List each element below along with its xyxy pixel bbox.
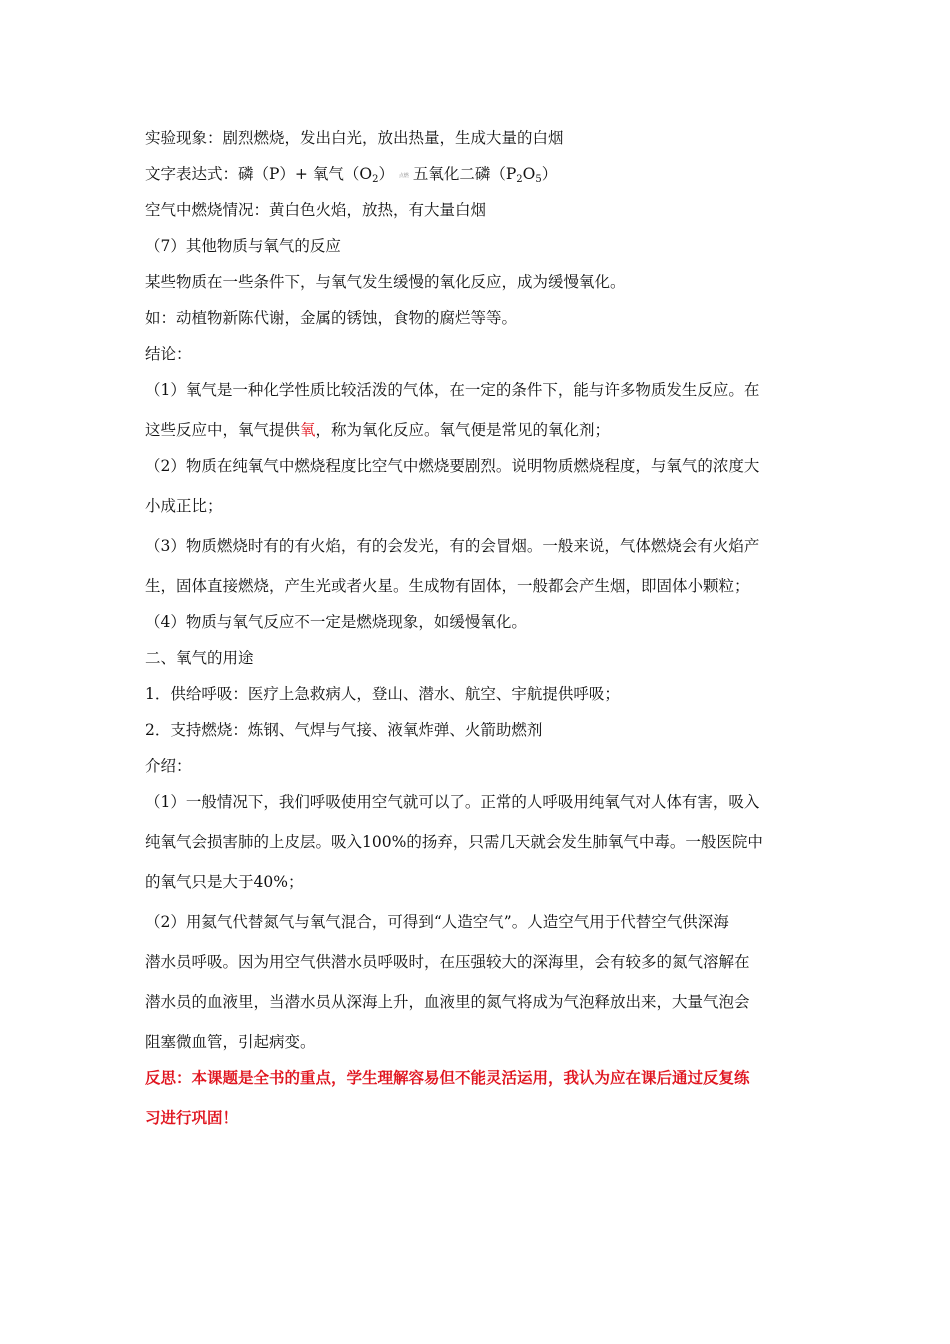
- text-line-use-breathing: 1．供给呼吸：医疗上急救病人，登山、潜水、航空、宇航提供呼吸；: [145, 685, 620, 703]
- text-line-word-equation: [145, 164, 557, 190]
- text-line-intro-1b: 纯氧气会损害肺的上皮层。吸入100%的扬弃，只需几天就会发生肺氧气中毒。一般医院中: [145, 833, 763, 851]
- text-line-intro-1c: 的氧气只是大于40%；: [145, 873, 304, 891]
- text-line-use-combustion: 2．支持燃烧：炼钢、气焊与气接、液氧炸弹、火箭助燃剂: [145, 721, 543, 739]
- equation-paren-close: ）: [378, 165, 394, 183]
- text-segment: ，称为氧化反应。氧气便是常见的氧化剂；: [315, 421, 611, 439]
- text-line-intro-2b: 潜水员呼吸。因为用空气供潜水员呼吸时，在压强较大的深海里，会有较多的氮气溶解在: [145, 953, 750, 971]
- text-line-examples: 如：动植物新陈代谢，金属的锈蚀，食物的腐烂等等。: [145, 309, 518, 327]
- subscript-p2: 2: [516, 174, 523, 185]
- text-line-intro-2d: 阻塞微血管，引起病变。: [145, 1033, 316, 1051]
- reaction-condition-label: 点燃: [398, 173, 409, 179]
- text-line-intro-2a: （2）用氦气代替氮气与氧气混合，可得到“人造空气”。人造空气用于代替空气供深海: [145, 913, 729, 931]
- text-line-intro-heading: 介绍：: [145, 757, 192, 775]
- text-segment: 这些反应中，氧气提供: [145, 421, 301, 439]
- equation-part-product: 五氧化二磷（P: [412, 165, 517, 183]
- text-line-conclusion-2a: （2）物质在纯氧气中燃烧程度比空气中燃烧要剧烈。说明物质燃烧程度，与氧气的浓度大: [145, 457, 760, 475]
- equation-paren-close-2: ）: [541, 165, 558, 183]
- text-line-conclusion-heading: 结论：: [145, 345, 192, 363]
- text-line-reflection-b: 习进行巩固！: [145, 1108, 239, 1127]
- subscript-o2: 2: [372, 174, 379, 185]
- equation-part-reactants: 文字表达式：磷（P）+ 氧气（O: [145, 165, 373, 183]
- text-line-intro-2c: 潜水员的血液里，当潜水员从深海上升，血液里的氮气将成为气泡释放出来，大量气泡会: [145, 993, 750, 1011]
- text-line-experiment-phenomenon: 实验现象：剧烈燃烧，发出白光，放出热量，生成大量的白烟: [145, 129, 564, 147]
- text-line-conclusion-4: （4）物质与氧气反应不一定是燃烧现象，如缓慢氧化。: [145, 613, 527, 631]
- text-line-conclusion-3a: （3）物质燃烧时有的有火焰，有的会发光，有的会冒烟。一般来说，气体燃烧会有火焰产: [145, 537, 760, 555]
- text-line-intro-1a: （1）一般情况下，我们呼吸使用空气就可以了。正常的人呼吸用纯氧气对人体有害，吸入: [145, 793, 760, 811]
- subscript-o5: 5: [535, 174, 542, 185]
- text-line-conclusion-1a: （1）氧气是一种化学性质比较活泼的气体，在一定的条件下，能与许多物质发生反应。在: [145, 381, 760, 399]
- text-line-conclusion-1b: [145, 420, 610, 440]
- equation-part-oxygen: O: [522, 165, 536, 183]
- text-line-section-7: （7）其他物质与氧气的反应: [145, 237, 341, 255]
- text-line-conclusion-2b: 小成正比；: [145, 497, 223, 515]
- text-line-reflection-a: 反思：本课题是全书的重点，学生理解容易但不能灵活运用，我认为应在课后通过反复练: [145, 1068, 750, 1087]
- text-line-section-uses: 二、氧气的用途: [145, 649, 254, 667]
- text-line-conclusion-3b: 生，固体直接燃烧，产生光或者火星。生成物有固体，一般都会产生烟，即固体小颗粒；: [145, 577, 750, 595]
- text-line-slow-oxidation: 某些物质在一些条件下，与氧气发生缓慢的氧化反应，成为缓慢氧化。: [145, 273, 626, 291]
- highlighted-char-oxygen: 氧: [300, 421, 316, 439]
- text-line-air-combustion: 空气中燃烧情况：黄白色火焰，放热，有大量白烟: [145, 201, 487, 219]
